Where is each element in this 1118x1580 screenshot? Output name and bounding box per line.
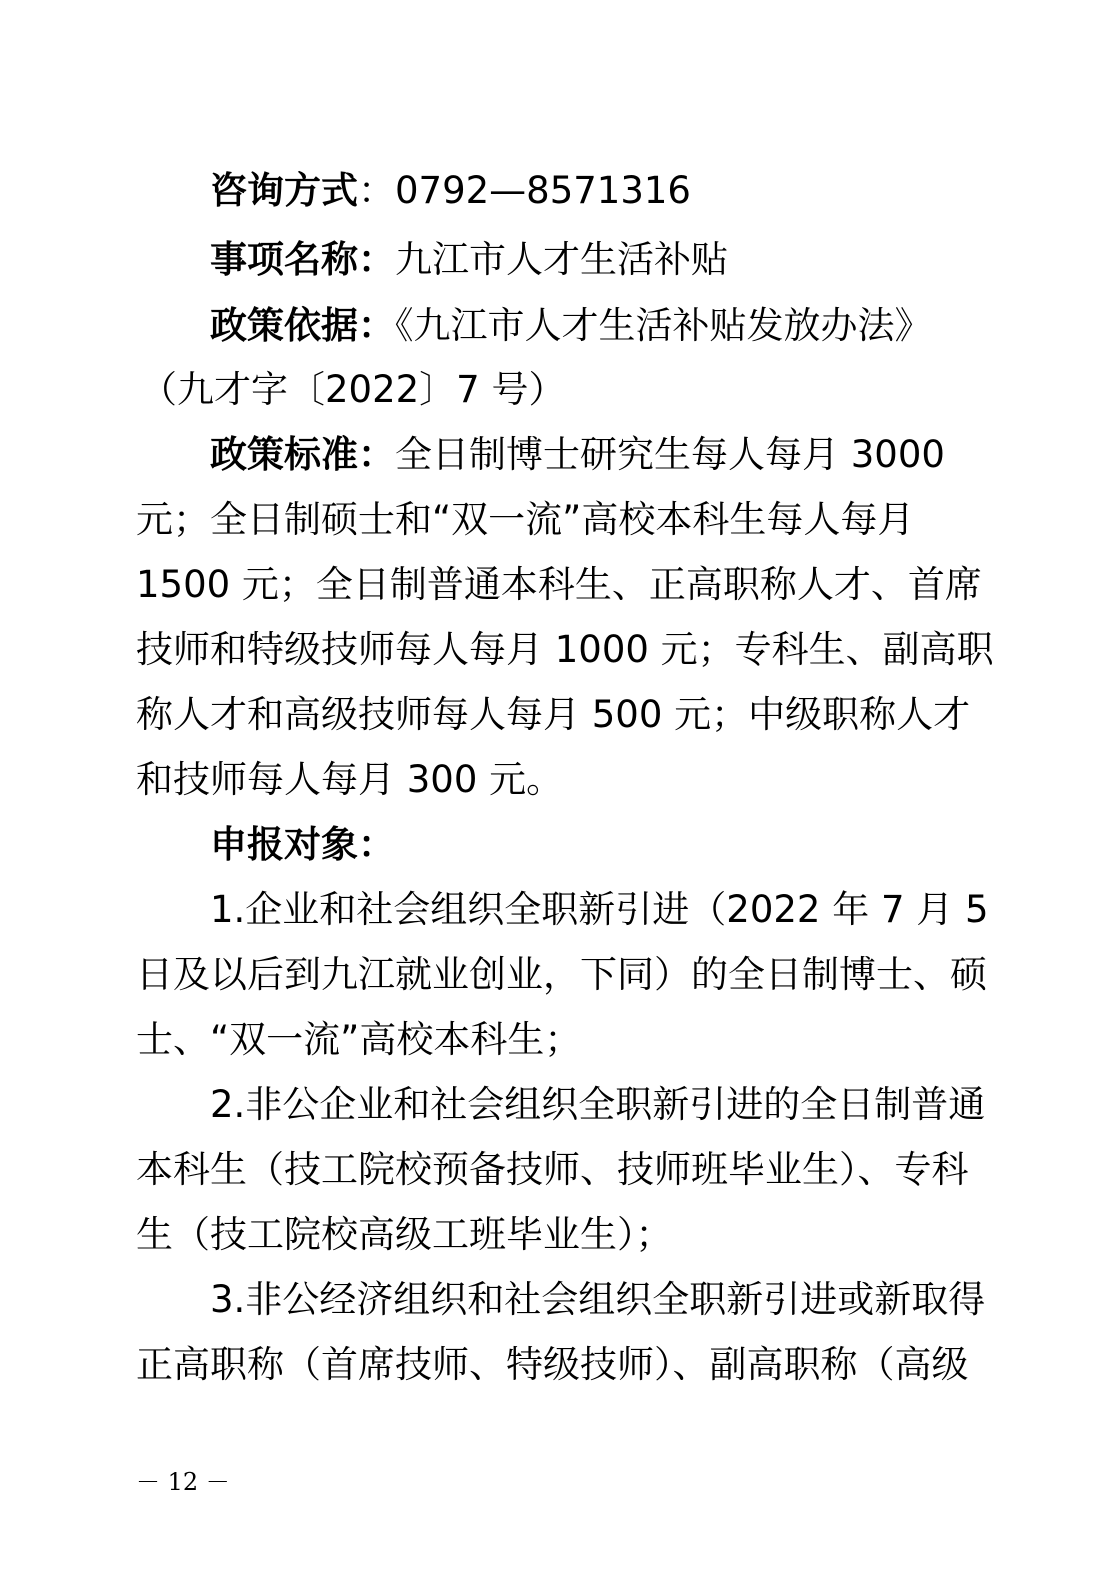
item-name-value: 九江市人才生活补贴 [395, 238, 728, 281]
consult-label: 咨询方式 [210, 169, 358, 212]
paragraph-text: 本科生（技工院校预备技师、技师班毕业生）、专科 [136, 1148, 969, 1191]
policy-basis-line [210, 293, 932, 359]
page-number: － 12 － [136, 1468, 230, 1496]
paragraph-line [136, 747, 563, 813]
policy-standard-line [210, 422, 945, 488]
list-item-3 [210, 1267, 985, 1333]
list-item-1 [210, 877, 989, 943]
policy-standard-value: 全日制博士研究生每人每月 3000 [395, 433, 945, 476]
paragraph-text: 和技师每人每月 300 元。 [136, 758, 564, 801]
paragraph-line [136, 1137, 969, 1203]
policy-standard-label: 政策标准： [210, 433, 395, 476]
paragraph-text: 正高职称（首席技师、特级技师）、副高职称（高级 [136, 1343, 969, 1386]
paragraph-line [136, 942, 987, 1008]
paragraph-line [136, 682, 970, 748]
consult-line [210, 158, 691, 224]
applicants-heading [210, 812, 395, 878]
paragraph-line [136, 1007, 581, 1073]
paragraph-line [136, 1202, 673, 1268]
paragraph-text: 元；全日制硕士和“双一流”高校本科生每人每月 [136, 498, 915, 541]
policy-basis-value: 《九江市人才生活补贴发放办法》 [395, 304, 932, 347]
policy-basis-label: 政策依据： [210, 304, 395, 347]
paragraph-line [136, 552, 982, 618]
paragraph-line [136, 487, 914, 553]
applicants-label: 申报对象： [210, 823, 395, 866]
item-name-label: 事项名称： [210, 238, 395, 281]
paragraph-text: 称人才和高级技师每人每月 500 元；中级职称人才 [136, 693, 971, 736]
item-name-line [210, 227, 728, 293]
paragraph-line [136, 617, 994, 683]
paragraph-line [136, 1332, 969, 1398]
paragraph-text: 技师和特级技师每人每月 1000 元；专科生、副高职 [136, 628, 994, 671]
paragraph-text: 1500 元；全日制普通本科生、正高职称人才、首席 [136, 563, 982, 606]
paragraph-text: 1.企业和社会组织全职新引进（2022 年 7 月 5 [210, 888, 989, 931]
paragraph-text: 日及以后到九江就业创业，下同）的全日制博士、硕 [136, 953, 987, 996]
policy-basis-docnum-text: （九才字〔2022〕7 号） [140, 368, 566, 411]
policy-basis-docnum [140, 357, 565, 423]
consult-value: ：0792—8571316 [358, 169, 691, 212]
paragraph-text: 生（技工院校高级工班毕业生）； [136, 1213, 673, 1256]
paragraph-text: 3.非公经济组织和社会组织全职新引进或新取得 [210, 1278, 986, 1321]
paragraph-text: 2.非公企业和社会组织全职新引进的全日制普通 [210, 1083, 986, 1126]
paragraph-text: 士、“双一流”高校本科生； [136, 1018, 582, 1061]
list-item-2 [210, 1072, 985, 1138]
